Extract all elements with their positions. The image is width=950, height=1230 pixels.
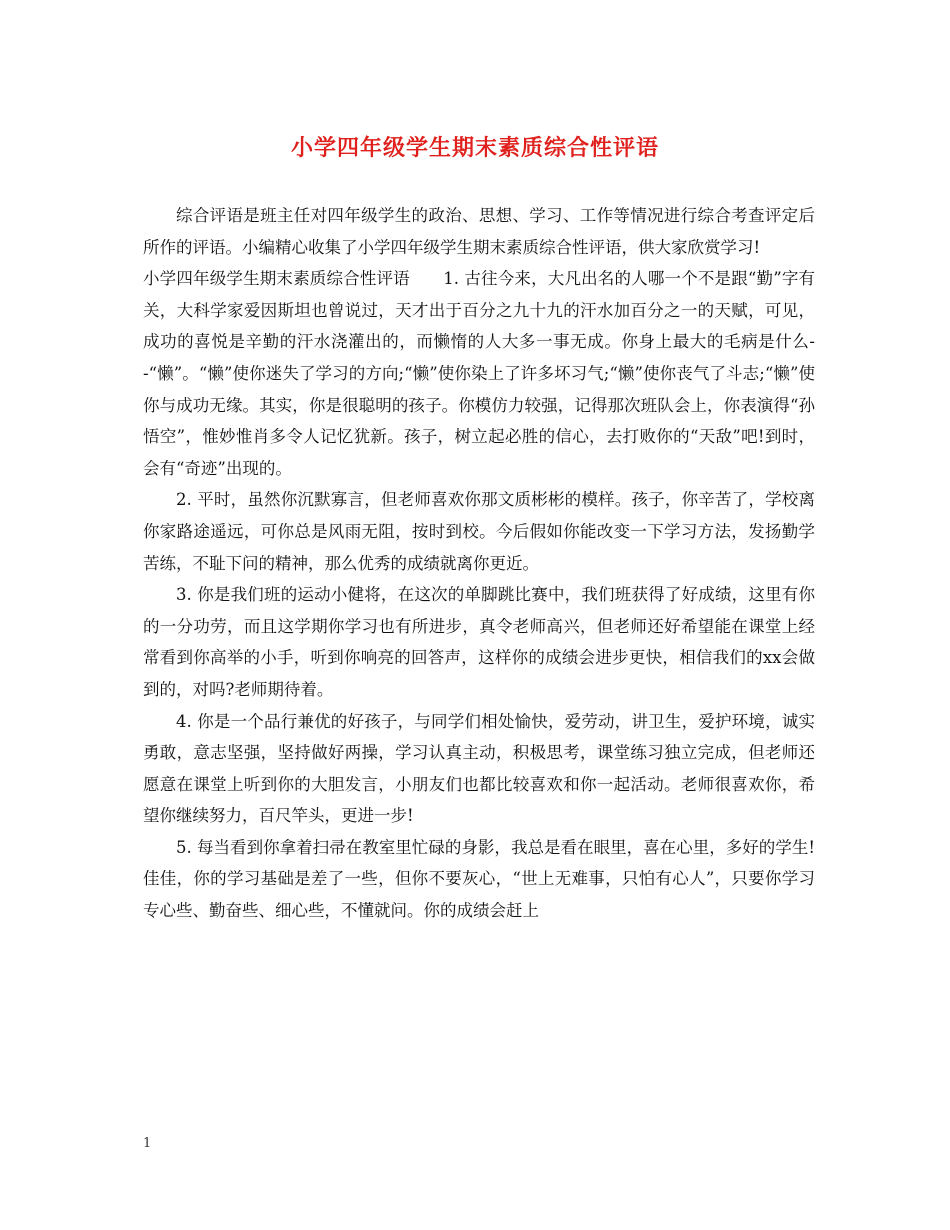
comment-item-2: 2. 平时，虽然你沉默寡言，但老师喜欢你那文质彬彬的模样。孩子，你辛苦了，学校离你家路途遥远，可你总是风雨无阻，按时到校。今后假如你能改变一下学习方法，发扬勤学苦练，不耻下问的精神，那么优秀的成绩就离你更近。 (143, 490, 815, 573)
comment-item-4: 4. 你是一个品行兼优的好孩子，与同学们相处愉快，爱劳动，讲卫生，爱护环境，诚实勇敢，意志坚强，坚持做好两操，学习认真主动，积极思考，课堂练习独立完成，但老师还愿意在课堂上听到你的大胆发言，小朋友们也都比较喜欢和你一起活动。老师很喜欢你，希望你继续努力，百尺竿头，更进一步! (143, 711, 815, 826)
comment-item-3: 3. 你是我们班的运动小健将，在这次的单脚跳比赛中，我们班获得了好成绩，这里有你的一分功劳，而且这学期你学习也有所进步，真令老师高兴，但老师还好希望能在课堂上经常看到你高举的小手，听到你响亮的回答声，这样你的成绩会进步更快，相信我们的xx会做到的，对吗?老师期待着。 (143, 585, 815, 699)
document-title: 小学四年级学生期末素质综合性评语 (290, 135, 659, 161)
comment-item-1: 小学四年级学生期末素质综合性评语 1. 古往今来，大凡出名的人哪一个不是跟“勤”字有关，大科学家爱因斯坦也曾说过，天才出于百分之九十九的汗水加百分之一的天赋，可见，成功的喜悦是辛勤的汗水浇灌出的，而懒惰的人大多一事无成。你身上最大的毛病是什么--“懒”。“懒”使你迷失了学习的方向;“懒”使你染上了许多坏习气;“懒”使你丧气了斗志;“懒”使你与成功无缘。其实，你是很聪明的孩子。你模仿力较强，记得那次班队会上，你表演得“孙悟空”，惟妙惟肖多令人记忆犹新。孩子，树立起必胜的信心，去打败你的“天敌”吧!到时，会有“奇迹”出现的。 (143, 269, 815, 478)
page-number: 1 (143, 1136, 152, 1151)
comment-item-5: 5. 每当看到你拿着扫帚在教室里忙碌的身影，我总是看在眼里，喜在心里，多好的学生!佳佳，你的学习基础是差了一些，但你不要灰心，“世上无难事，只怕有心人”，只要你学习专心些、勤奋些、细心些，不懂就问。你的成绩会赶上 (143, 837, 815, 921)
document-body (143, 200, 815, 927)
intro-paragraph: 综合评语是班主任对四年级学生的政治、思想、学习、工作等情况进行综合考查评定后所作的评语。小编精心收集了小学四年级学生期末素质综合性评语，供大家欣赏学习! (143, 206, 815, 257)
